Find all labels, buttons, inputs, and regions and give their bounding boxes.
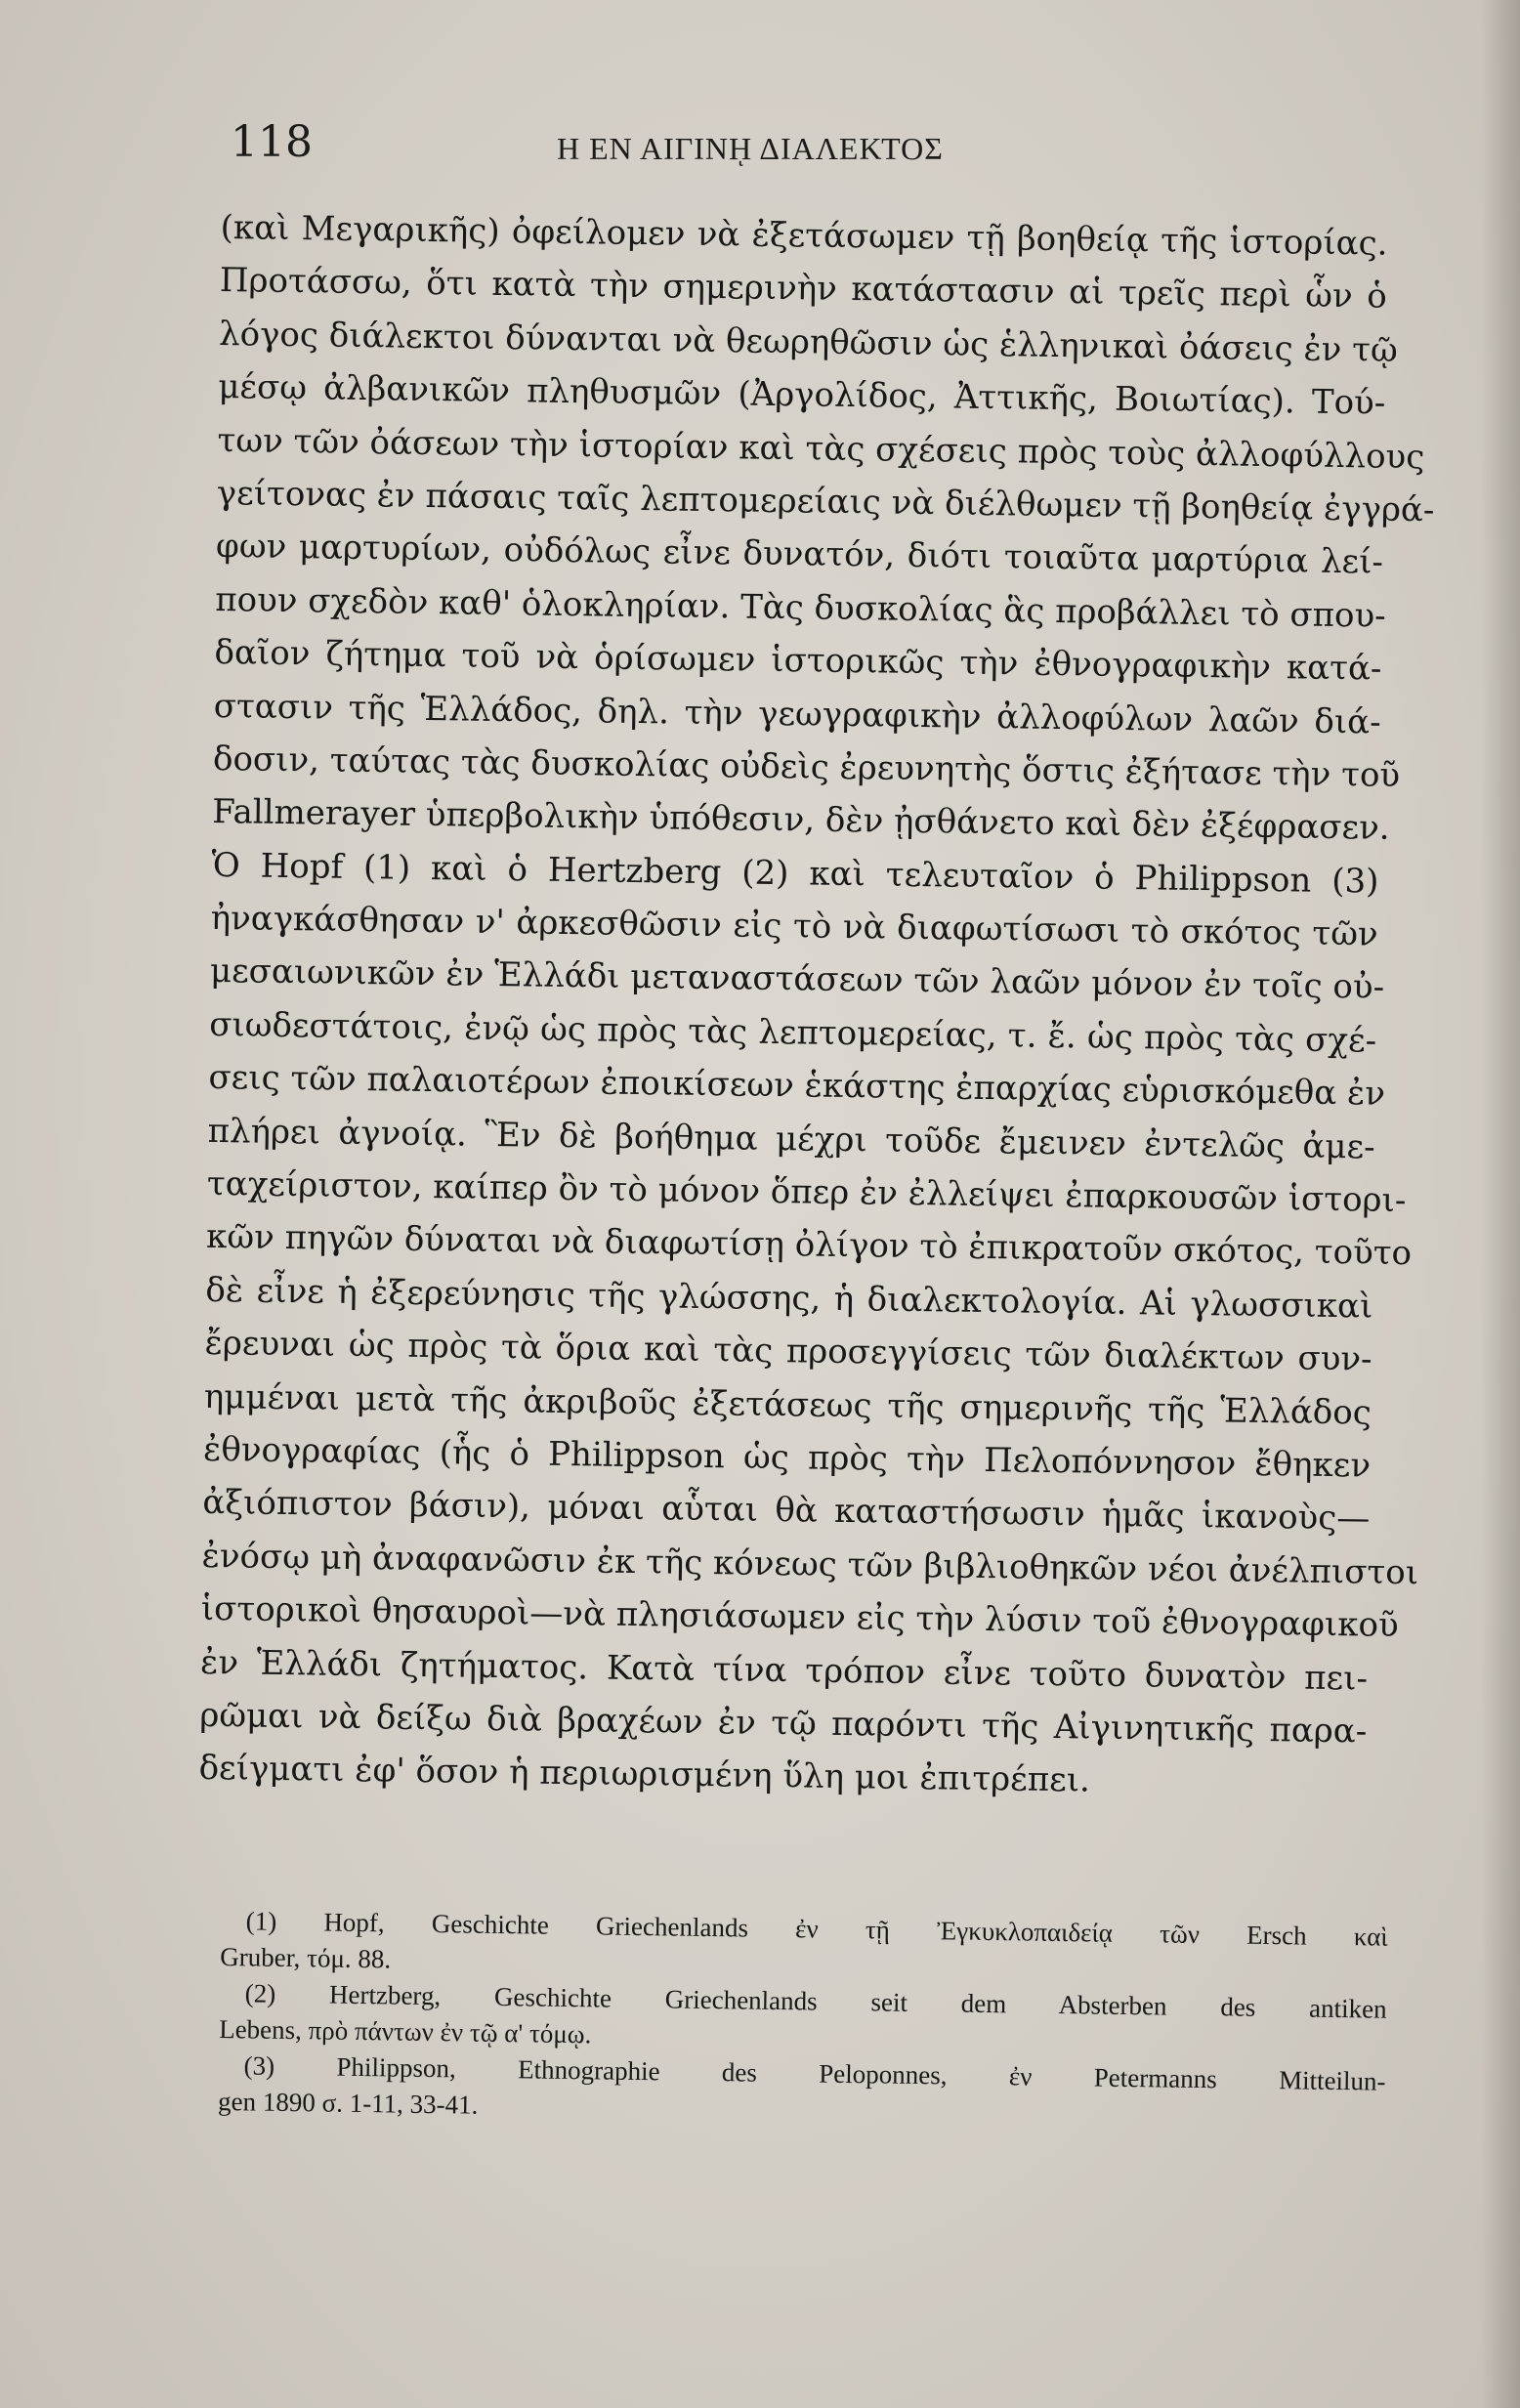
body-line: ἐν Ἑλλάδι ζητήματος. Κατὰ τίνα τρόπον εἶνε τοῦτο δυνατὸν πει-	[199, 1642, 1369, 1699]
body-line: σεις τῶν παλαιοτέρων ἐποικίσεων ἑκάστης ἐπαρχίας εὑρισκόμεθα ἐν	[208, 1058, 1386, 1114]
body-line: δαῖον ζήτημα τοῦ νὰ ὁρίσωμεν ἱστορικῶς τὴν ἐθνογραφικὴν κατά-	[214, 633, 1382, 689]
body-line: πλήρει ἀγνοίᾳ. Ἓν δὲ βοήθημα μέχρι τοῦδε ἔμεινεν ἐντελῶς ἀμε-	[207, 1111, 1375, 1167]
body-line: δὲ εἶνε ἡ ἐξερεύνησις τῆς γλώσσης, ἡ διαλεκτολογία. Αἱ γλωσσικαὶ	[205, 1270, 1373, 1327]
body-line: ἐθνογραφίας (ἧς ὁ Philippson ὡς πρὸς τὴν Πελοπόννησον ἔθηκεν	[202, 1429, 1372, 1486]
page-number: 118	[231, 117, 313, 167]
body-line: (καὶ Μεγαρικῆς) ὀφείλομεν νὰ ἐξετάσωμεν τῇ βοηθείᾳ τῆς ἱστορίας.	[220, 207, 1388, 264]
body-line: ἐνόσῳ μὴ ἀναφανῶσιν ἐκ τῆς κόνεως τῶν βιβλιοθηκῶν νέοι ἀνέλπιστοι	[201, 1536, 1419, 1593]
footnote-2-continued: Lebens, πρὸ πάντων ἐν τῷ α' τόμῳ.	[218, 2013, 592, 2049]
running-head: Η ΕΝ ΑΙΓΙΝῌ ΔΙΑΛΕΚΤΟΣ	[557, 131, 944, 166]
body-line: ἱστορικοὶ θησαυροὶ—νὰ πλησιάσωμεν εἰς τὴν λύσιν τοῦ ἐθνογραφικοῦ	[200, 1589, 1399, 1646]
body-line: στασιν τῆς Ἑλλάδος, δηλ. τὴν γεωγραφικὴν ἀλλοφύλων λαῶν διά-	[213, 686, 1381, 742]
body-line: των τῶν ὀάσεων τὴν ἱστορίαν καὶ τὰς σχέσεις πρὸς τοὺς ἀλλοφύλλους	[217, 420, 1425, 477]
page-header	[225, 117, 1397, 186]
body-line: ταχείριστον, καίπερ ὂν τὸ μόνον ὅπερ ἐν ἐλλείψει ἐπαρκουσῶν ἱστορι-	[206, 1163, 1407, 1221]
body-line: πουν σχεδὸν καθ' ὁλοκληρίαν. Τὰς δυσκολίας ἃς προβάλλει τὸ σπου-	[215, 579, 1386, 636]
body-line: ἠναγκάσθησαν ν' ἀρκεσθῶσιν εἰς τὸ νὰ διαφωτίσωσι τὸ σκότος τῶν	[210, 899, 1378, 954]
body-line: Fallmerayer ὑπερβολικὴν ὑπόθεσιν, δὲν ᾐσθάνετο καὶ δὲν ἐξέφρασεν.	[211, 792, 1390, 849]
body-line: σιωδεστάτοις, ἐνῷ ὡς πρὸς τὰς λεπτομερείας, τ. ἔ. ὡς πρὸς τὰς σχέ-	[208, 1004, 1377, 1061]
body-line: Προτάσσω, ὅτι κατὰ τὴν σημερινὴν κατάστασιν αἱ τρεῖς περὶ ὧν ὁ	[219, 261, 1388, 317]
body-line: λόγος διάλεκτοι δύνανται νὰ θεωρηθῶσιν ὡς ἑλληνικαὶ ὀάσεις ἐν τῷ	[218, 314, 1399, 370]
footnotes	[218, 1903, 1388, 2136]
body-text	[198, 201, 1435, 1811]
body-line: φων μαρτυρίων, οὐδόλως εἶνε δυνατόν, διότι τοιαῦτα μαρτύρια λεί-	[215, 527, 1384, 582]
body-line: ημμέναι μετὰ τῆς ἀκριβοῦς ἐξετάσεως τῆς σημερινῆς τῆς Ἑλλάδος	[203, 1376, 1372, 1433]
footnote-1: (1) Hopf, Geschichte Griechenlands ἐν τῇ Ἐγκυκλοπαιδείᾳ τῶν Ersch καὶ	[245, 1906, 1388, 1952]
body-line: κῶν πηγῶν δύναται νὰ διαφωτίσῃ ὀλίγον τὸ ἐπικρατοῦν σκότος, τοῦτο	[205, 1217, 1413, 1274]
footnote-3-continued: gen 1890 σ. 1-11, 33-41.	[217, 2086, 479, 2120]
footnote-1-continued: Gruber, τόμ. 88.	[220, 1941, 392, 1974]
body-line: ἀξιόπιστον βάσιν), μόναι αὗται θὰ καταστήσωσιν ἡμᾶς ἱκανοὺς—	[202, 1483, 1371, 1539]
body-line: μεσαιωνικῶν ἐν Ἑλλάδι μεταναστάσεων τῶν λαῶν μόνον ἐν τοῖς οὐ-	[209, 951, 1385, 1008]
body-line: δοσιν, ταύτας τὰς δυσκολίας οὐδεὶς ἐρευνητὴς ὅστις ἐξήτασε τὴν τοῦ	[212, 739, 1401, 795]
body-line: ἔρευναι ὡς πρὸς τὰ ὅρια καὶ τὰς προσεγγίσεις τῶν διαλέκτων συν-	[204, 1324, 1372, 1379]
body-line: μέσῳ ἀλβανικῶν πληθυσμῶν (Ἀργολίδος, Ἀττικῆς, Βοιωτίας). Τού-	[218, 367, 1386, 423]
footnote-3: (3) Philippson, Ethnographie des Peloponnes, ἐν Petermanns Mitteilun-	[243, 2050, 1386, 2096]
body-line: ρῶμαι νὰ δείξω διὰ βραχέων ἐν τῷ παρόντι τῆς Αἰγινητικῆς παρα-	[199, 1695, 1368, 1752]
body-line: δείγματι ἐφ' ὅσον ἡ περιωρισμένη ὕλη μοι ἐπιτρέπει.	[198, 1749, 1091, 1800]
body-line: γείτονας ἐν πάσαις ταῖς λεπτομερείαις νὰ διέλθωμεν τῇ βοηθείᾳ ἐγγρά-	[216, 473, 1435, 530]
footnote-2: (2) Hertzberg, Geschichte Griechenlands seit dem Absterben des antiken	[244, 1978, 1387, 2024]
body-line: Ὁ Hopf (1) καὶ ὁ Hertzberg (2) καὶ τελευταῖον ὁ Philippson (3)	[211, 845, 1379, 902]
page-edge-shadow	[1481, 0, 1520, 2408]
